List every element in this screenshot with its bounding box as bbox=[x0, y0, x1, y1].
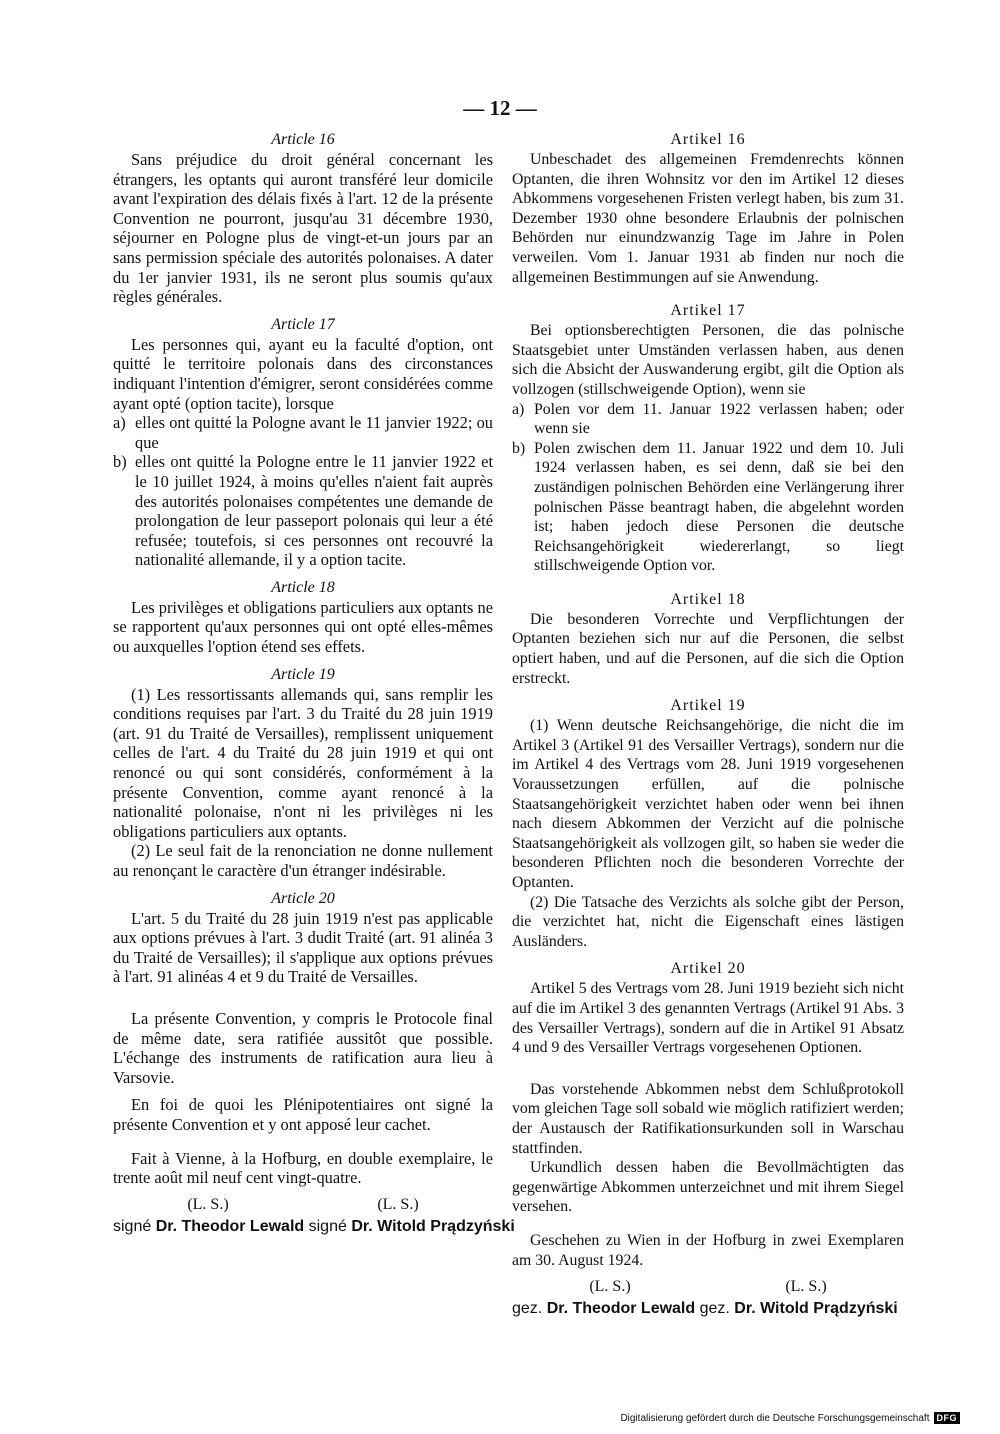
signatures bbox=[113, 1216, 515, 1238]
article-17-item-a bbox=[113, 413, 493, 452]
article-19-para-1: (1) Les ressortissants allemands qui, sans remplir les conditions requises par l'art. 3 du Traité du 28 juin 1919 (art. 91 du Traité de Versailles), remplissent uniquement celles de l'art. 4 du Traité du 28 juin 1919 et qui ont renoncé ou qui sont considérés, conformément à la présente Convention, comme ayant renoncé à la nationalité polonaise, n'ont ni les privilèges ni les obligations particuliers aux optants. bbox=[113, 684, 493, 841]
seal-1: (L. S.) bbox=[589, 1278, 631, 1296]
list-marker: a) bbox=[512, 400, 525, 418]
artikel-16-heading: Artikel 16 bbox=[670, 131, 746, 148]
list-text: elles ont quitté la Pologne entre le 11 janvier 1922 et le 10 juillet 1924, à moins qu'elles n'aient fait auprès des autorités polonaises compétentes une demande de prolongation de leur passeport polonais qui leur a été refusée; toutefois, si ces personnes ont recouvré la nationalité allemande, il y a option tacite. bbox=[135, 452, 493, 570]
artikel-19-para-1: (1) Wenn deutsche Reichsangehörige, die nicht die im Artikel 3 (Artikel 91 des Versailler Vertrags), sondern nur die im Artikel 4 des Vertrags vom 28. Juni 1919 vorgesehenen Voraussetzungen erfüllen, auf die polnische Staatsangehörigkeit verzichtet haben oder wenn bei ihnen nach diesem Abkommen der Verzicht auf die polnische Staatsangehörigkeit als vollzogen gilt, so haben sie weder die besonderen Pflichten noch die besonderen Vorrechte der Optanten. bbox=[512, 717, 904, 891]
unterschriften bbox=[512, 1298, 904, 1320]
signatory-pradzynski: Dr. Witold Prądzyński bbox=[351, 1217, 515, 1235]
article-19-heading: Article 19 bbox=[271, 665, 335, 683]
dfg-logo: DFG bbox=[934, 1412, 961, 1424]
article-18-text: Les privilèges et obligations particuliers aux optants ne se rapportent qu'aux personnes qui ont opté elles-mêmes ou auxquelles l'option étend ses effets. bbox=[113, 597, 493, 657]
digitization-footer bbox=[620, 1412, 960, 1424]
list-text: Polen zwischen dem 11. Januar 1922 und dem 10. Juli 1924 verlassen haben, es sei denn, daß sie bei den zuständigen polnischen Behörden eine Verlängerung ihrer polnischen Pässe beantragt haben, die abgelehnt worden ist; haben jedoch diese Personen die deutsche Reichsangehörigkeit wiedererlangt, so liegt stillschweigende Option vor. bbox=[534, 439, 904, 575]
signed-prefix: gez. bbox=[695, 1300, 735, 1318]
german-column bbox=[512, 130, 904, 1320]
article-20-text: L'art. 5 du Traité du 28 juin 1919 n'est pas applicable aux options prévues à l'art. 3 dudit Traité (art. 91 alinéa 3 du Traité de Versailles); il s'applique aux options prévues à l'art. 91 alinéas 4 et 9 du Traité de Versailles. bbox=[113, 908, 493, 987]
artikel-17-item-b bbox=[512, 439, 904, 576]
page-number: — 12 — bbox=[463, 96, 537, 120]
signed-prefix: signé bbox=[304, 1217, 352, 1235]
article-16-text: Sans préjudice du droit général concernant les étrangers, les optants qui auront transféré leur domicile avant l'expiration des délais fixés à l'art. 12 de la présente Convention ne pourront, jusqu'au 31 décembre 1930, séjourner en Pologne plus de vingt-et-un jours par an sans permission spéciale des autorités polonaises. A dater du 1er janvier 1931, ils ne seront plus soumis qu'aux règles générales. bbox=[113, 150, 493, 307]
ratifikation-para: Das vorstehende Abkommen nebst dem Schlußprotokoll vom gleichen Tage soll sobald wie möglich ratifiziert werden; der Austausch der Ratifikationsurkunden soll in Warschau stattfinden. bbox=[512, 1080, 904, 1157]
signed-prefix: signé bbox=[113, 1217, 156, 1235]
list-marker: b) bbox=[113, 452, 127, 472]
signed-prefix: gez. bbox=[512, 1300, 547, 1318]
artikel-18-heading: Artikel 18 bbox=[670, 590, 746, 608]
article-19-para-2: (2) Le seul fait de la renonciation ne donne nullement au renonçant le caractère d'un étranger indésirable. bbox=[113, 841, 493, 880]
artikel-20-heading: Artikel 20 bbox=[670, 960, 746, 978]
artikel-19-heading: Artikel 19 bbox=[670, 697, 746, 715]
artikel-17-heading: Artikel 17 bbox=[670, 302, 746, 320]
ratification-para: La présente Convention, y compris le Protocole final de même date, sera ratifiée aussitôt que possible. L'échange des instruments de ratification aura lieu à Varsovie. bbox=[113, 1008, 493, 1087]
article-16-heading: Article 16 bbox=[271, 131, 335, 148]
signatory-lewald: Dr. Theodor Lewald bbox=[155, 1217, 305, 1235]
artikel-17-item-a bbox=[512, 400, 904, 439]
artikel-17-text: Bei optionsberechtigten Personen, die das polnische Staatsgebiet unter Umständen verlassen haben, aus denen sich die Absicht der Auswanderung ergibt, gilt die Option als vollzogen (stillschweigende Option), wenn sie bbox=[512, 322, 904, 398]
seal-2: (L. S.) bbox=[377, 1195, 419, 1213]
list-text: elles ont quitté la Pologne avant le 11 janvier 1922; ou que bbox=[135, 413, 493, 452]
list-marker: b) bbox=[512, 439, 526, 457]
artikel-18-text: Die besonderen Vorrechte und Verpflichtungen der Optanten beziehen sich nur auf die Personen, die selbst optiert haben, und auf die Personen, auf die sich die Option erstreckt. bbox=[512, 610, 904, 687]
signatory-lewald: Dr. Theodor Lewald bbox=[546, 1300, 696, 1318]
signatory-pradzynski: Dr. Witold Prądzyński bbox=[734, 1300, 898, 1318]
seal-2: (L. S.) bbox=[785, 1278, 827, 1296]
seal-1: (L. S.) bbox=[187, 1195, 229, 1213]
geschehen-para: Geschehen zu Wien in der Hofburg in zwei Exemplaren am 30. August 1924. bbox=[512, 1231, 904, 1269]
siegel bbox=[512, 1276, 904, 1298]
done-at-para: Fait à Vienne, à la Hofburg, en double exemplaire, le trente août mil neuf cent vingt-quatre. bbox=[113, 1148, 493, 1188]
list-text: Polen vor dem 11. Januar 1922 verlassen haben; oder wenn sie bbox=[534, 400, 904, 438]
artikel-19-para-2: (2) Die Tatsache des Verzichts als solche gibt der Person, die verzichtet hat, nicht die Eigenschaft eines lästigen Ausländers. bbox=[512, 893, 904, 950]
in-witness-para: En foi de quoi les Plénipotentiaires ont signé la présente Convention et y ont apposé leur cachet. bbox=[113, 1095, 493, 1134]
list-marker: a) bbox=[113, 413, 126, 433]
seals bbox=[113, 1194, 493, 1216]
footer-text: Digitalisierung gefördert durch die Deutsche Forschungsgemeinschaft bbox=[620, 1412, 930, 1424]
article-17-heading: Article 17 bbox=[271, 315, 335, 333]
artikel-16-text: Unbeschadet des allgemeinen Fremdenrechts können Optanten, die ihren Wohnsitz vor den im Artikel 12 dieses Abkommens vorgesehenen Fristen verlegt haben, bis zum 31. Dezember 1930 ohne besondere Erlaubnis der polnischen Behörden nur einundzwanzig Tage im Jahre in Polen verweilen. Vom 1. Januar 1931 ab finden nur noch die allgemeinen Bestimmungen auf sie Anwendung. bbox=[512, 151, 904, 286]
urkundlich-para: Urkundlich dessen haben die Bevollmächtigten das gegenwärtige Abkommen unterzeichnet und mit ihrem Siegel versehen. bbox=[512, 1159, 904, 1216]
french-column bbox=[113, 130, 515, 1238]
article-18-heading: Article 18 bbox=[271, 578, 335, 596]
article-17-item-b bbox=[113, 452, 493, 570]
article-20-heading: Article 20 bbox=[271, 889, 335, 907]
artikel-20-text: Artikel 5 des Vertrags vom 28. Juni 1919 bezieht sich nicht auf die im Artikel 3 des genannten Vertrags (Artikel 91 Abs. 3 des Versailler Vertrags), sondern auf die in Artikel 91 Absatz 4 und 9 des Versailler Vertrags vorgesehenen Optionen. bbox=[512, 980, 904, 1057]
article-17-text: Les personnes qui, ayant eu la faculté d'option, ont quitté le territoire polonais dans des circonstances indiquant l'intention d'émigrer, seront considérées comme ayant opté (option tacite), lorsque bbox=[113, 334, 493, 413]
